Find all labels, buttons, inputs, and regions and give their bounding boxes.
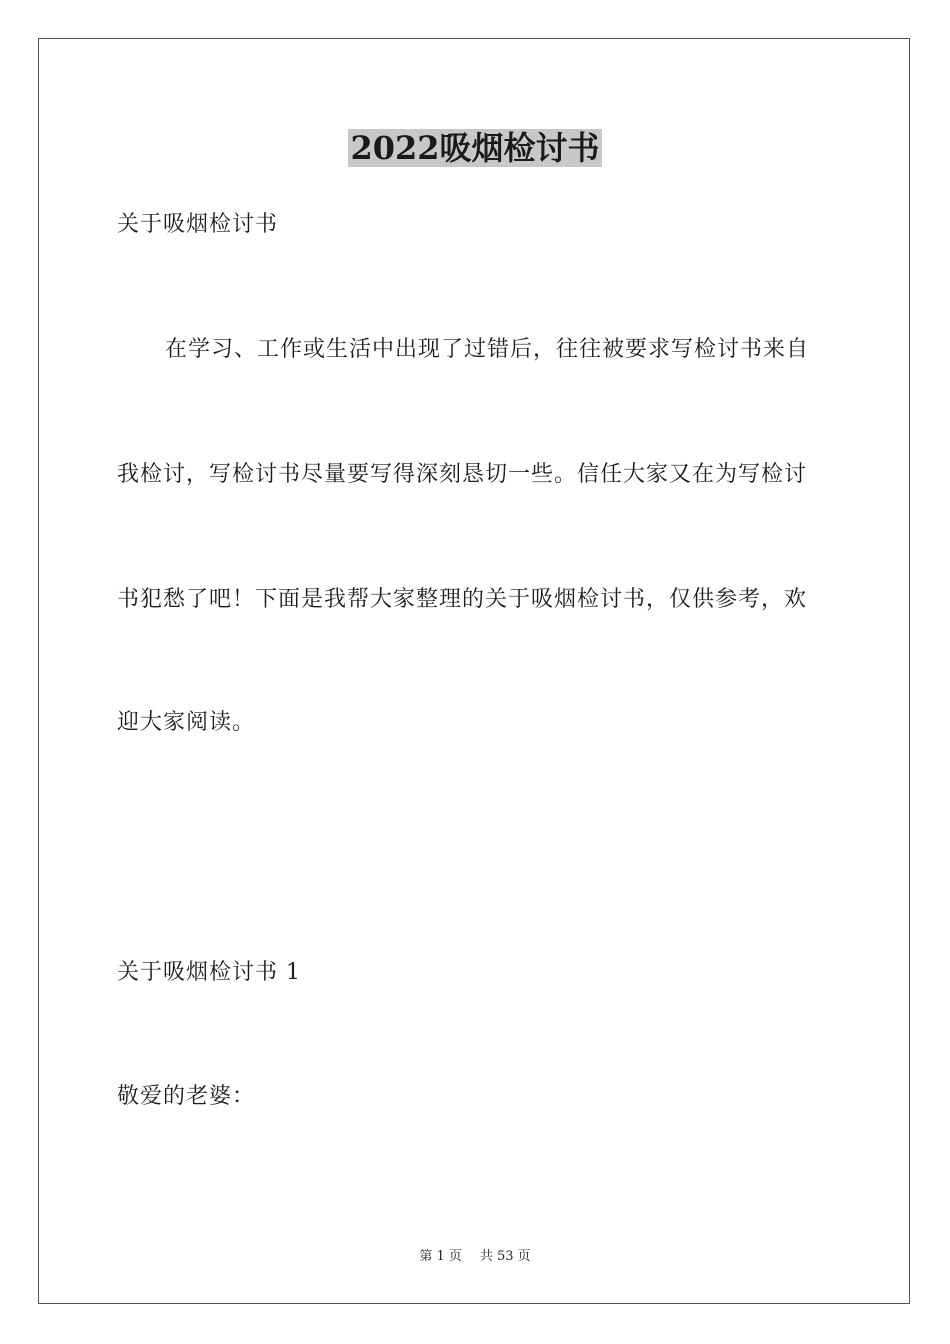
page-footer [0, 1248, 950, 1266]
document-title-text: 2022吸烟检讨书 [350, 129, 600, 167]
intro-line-4: 迎大家阅读。 [117, 710, 256, 735]
intro-line-2: 我检讨，写检讨书尽量要写得深刻恳切一些。信任大家又在为写检讨 [117, 462, 808, 487]
document-subtitle: 关于吸烟检讨书 [117, 212, 279, 237]
intro-line-1: 在学习、工作或生活中出现了过错后，往往被要求写检讨书来自 [165, 337, 810, 362]
page-number: 第 1 页 [419, 1249, 462, 1264]
document-title [0, 128, 950, 168]
page-total: 共 53 页 [479, 1249, 531, 1264]
section-heading: 关于吸烟检讨书 1 [117, 960, 301, 985]
intro-line-3: 书犯愁了吧！下面是我帮大家整理的关于吸烟检讨书，仅供参考，欢 [117, 587, 808, 612]
salutation: 敬爱的老婆： [117, 1084, 256, 1109]
